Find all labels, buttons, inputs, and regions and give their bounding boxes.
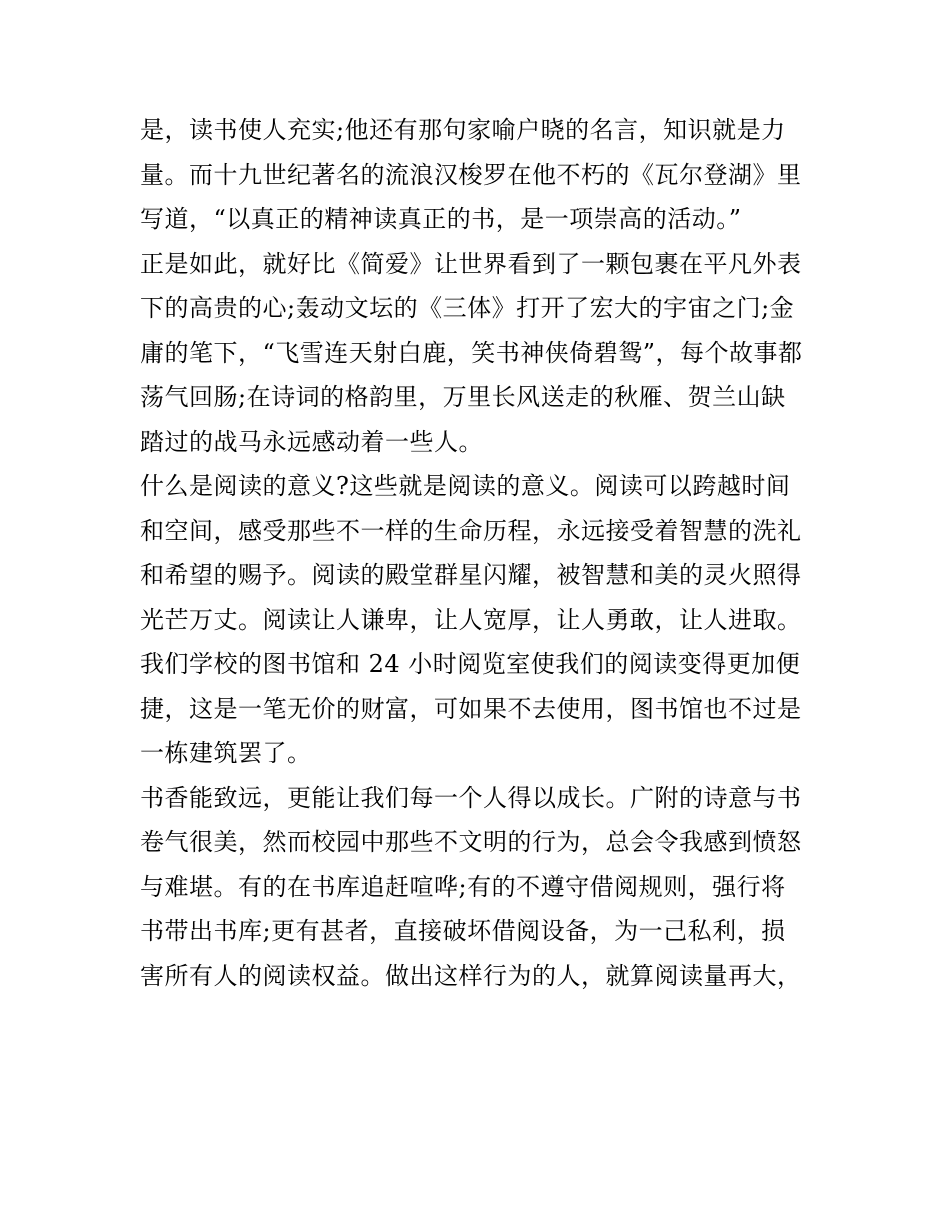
- text-line: 是，读书使人充实;他还有那句家喻户晓的名言，知识就是力: [140, 116, 786, 144]
- text-line: 与难堪。有的在书库追赶喧哗;有的不遵守借阅规则，强行将: [140, 872, 786, 901]
- text-line: 捷，这是一笔无价的财富，可如果不去使用，图书馆也不过是: [140, 694, 802, 723]
- text-line: 荡气回肠;在诗词的格韵里，万里长风送走的秋雁、贺兰山缺: [140, 383, 786, 411]
- text-line: 下的高贵的心;轰动文坛的《三体》打开了宏大的宇宙之门;金: [140, 294, 795, 322]
- text-line: 和希望的赐予。阅读的殿堂群星闪耀，被智慧和美的灵火照得: [140, 561, 802, 589]
- text-line: 书带出书库;更有甚者，直接破坏借阅设备，为一己私利，损: [140, 917, 786, 945]
- text-line: 量。而十九世纪著名的流浪汉梭罗在他不朽的《瓦尔登湖》里: [140, 160, 802, 189]
- text-line: 什么是阅读的意义?这些就是阅读的意义。阅读可以跨越时间: [140, 472, 791, 500]
- text-line: 正是如此，就好比《简爱》让世界看到了一颗包裹在平凡外表: [140, 249, 802, 278]
- text-line: 庸的笔下，“飞雪连天射白鹿，笑书神侠倚碧鸳”，每个故事都: [140, 338, 803, 367]
- body-text: [140, 108, 840, 998]
- text-line: 卷气很美，然而校园中那些不文明的行为，总会令我感到愤怒: [140, 828, 802, 856]
- text-line: 害所有人的阅读权益。做出这样行为的人，就算阅读量再大，: [140, 961, 802, 990]
- text-line: 我们学校的图书馆和 24 小时阅览室使我们的阅读变得更加便: [140, 650, 801, 678]
- text-line: 写道，“以真正的精神读真正的书，是一项崇高的活动。”: [140, 205, 742, 233]
- text-line: 踏过的战马永远感动着一些人。: [140, 427, 483, 456]
- text-line: 和空间，感受那些不一样的生命历程，永远接受着智慧的洗礼: [140, 516, 802, 545]
- text-line: 书香能致远，更能让我们每一个人得以成长。广附的诗意与书: [140, 783, 802, 812]
- text-line: 一栋建筑罢了。: [140, 739, 312, 767]
- text-line: 光芒万丈。阅读让人谦卑，让人宽厚，让人勇敢，让人进取。: [140, 605, 802, 634]
